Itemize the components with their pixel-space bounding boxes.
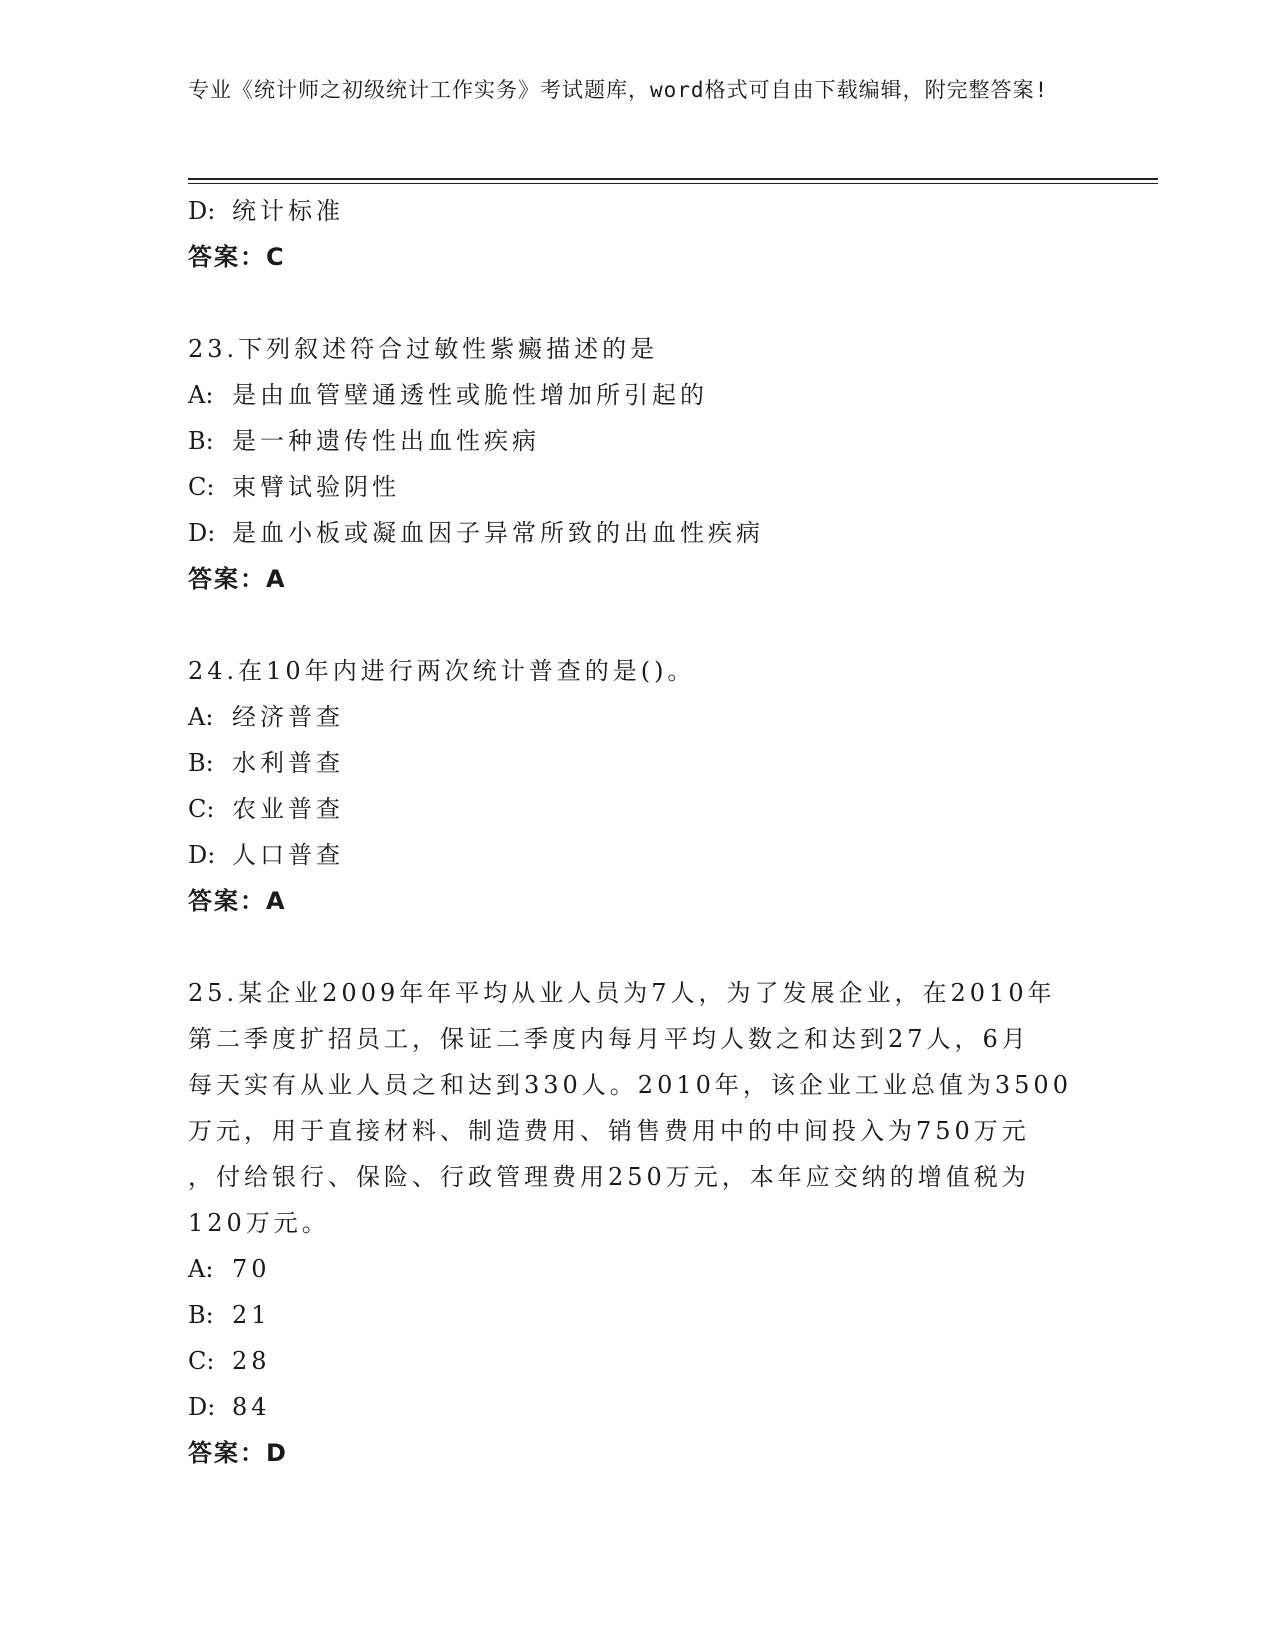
option-label: D: — [188, 841, 216, 869]
option-label: D: — [188, 197, 216, 225]
question-stem-line: 第二季度扩招员工，保证二季度内每月平均人数之和达到27人，6月 — [188, 1025, 1030, 1053]
question-stem-line: 120万元。 — [188, 1209, 330, 1237]
option-label: A: — [188, 381, 214, 409]
answer-line: 答案：C — [188, 243, 286, 271]
question-stem: 23.下列叙述符合过敏性紫癜描述的是 — [188, 335, 659, 363]
option-b — [188, 418, 1088, 464]
header-divider-thick — [188, 178, 1158, 180]
option-d — [188, 188, 1088, 234]
option-text: 农业普查 — [232, 795, 344, 823]
option-label: C: — [188, 795, 215, 823]
option-text: 束臂试验阴性 — [232, 473, 400, 501]
option-a — [188, 372, 1088, 418]
document-header: 专业《统计师之初级统计工作实务》考试题库，word格式可自由下载编辑，附完整答案! — [188, 78, 1049, 102]
question-23 — [188, 326, 1088, 602]
answer-line: 答案：A — [188, 887, 287, 915]
answer-line: 答案：A — [188, 565, 287, 593]
option-text: 统计标准 — [232, 197, 344, 225]
option-label: C: — [188, 1347, 215, 1375]
option-text: 是由血管壁通透性或脆性增加所引起的 — [232, 381, 708, 409]
option-a — [188, 1246, 1088, 1292]
option-d — [188, 510, 1088, 556]
option-text: 水利普查 — [232, 749, 344, 777]
option-label: A: — [188, 1255, 214, 1283]
option-label: D: — [188, 519, 216, 547]
option-text: 84 — [232, 1393, 271, 1421]
spacer — [188, 280, 1088, 326]
header-divider-thin — [188, 183, 1158, 184]
option-b — [188, 740, 1088, 786]
spacer — [188, 602, 1088, 648]
option-text: 是一种遗传性出血性疾病 — [232, 427, 540, 455]
option-a — [188, 694, 1088, 740]
question-stem-line: 25.某企业2009年年平均从业人员为7人，为了发展企业，在2010年 — [188, 979, 1056, 1007]
option-text: 是血小板或凝血因子异常所致的出血性疾病 — [232, 519, 764, 547]
question-list — [188, 188, 1088, 1476]
option-d — [188, 832, 1088, 878]
option-label: D: — [188, 1393, 216, 1421]
option-c — [188, 786, 1088, 832]
prev-question-block — [188, 188, 1088, 280]
option-b — [188, 1292, 1088, 1338]
question-stem: 24.在10年内进行两次统计普查的是()。 — [188, 657, 696, 685]
question-25 — [188, 970, 1088, 1476]
question-stem-line: 万元，用于直接材料、制造费用、销售费用中的中间投入为750万元 — [188, 1117, 1030, 1145]
option-label: B: — [188, 749, 214, 777]
option-text: 经济普查 — [232, 703, 344, 731]
option-text: 人口普查 — [232, 841, 344, 869]
answer-line: 答案：D — [188, 1439, 288, 1467]
option-text: 28 — [232, 1347, 271, 1375]
option-c — [188, 1338, 1088, 1384]
option-text: 21 — [232, 1301, 271, 1329]
option-c — [188, 464, 1088, 510]
option-text: 70 — [232, 1255, 271, 1283]
option-d — [188, 1384, 1088, 1430]
option-label: A: — [188, 703, 214, 731]
option-label: B: — [188, 427, 214, 455]
option-label: B: — [188, 1301, 214, 1329]
option-label: C: — [188, 473, 215, 501]
question-24 — [188, 648, 1088, 924]
spacer — [188, 924, 1088, 970]
question-stem-line: ，付给银行、保险、行政管理费用250万元，本年应交纳的增值税为 — [188, 1163, 1030, 1191]
question-stem-line: 每天实有从业人员之和达到330人。2010年，该企业工业总值为3500 — [188, 1071, 1072, 1099]
